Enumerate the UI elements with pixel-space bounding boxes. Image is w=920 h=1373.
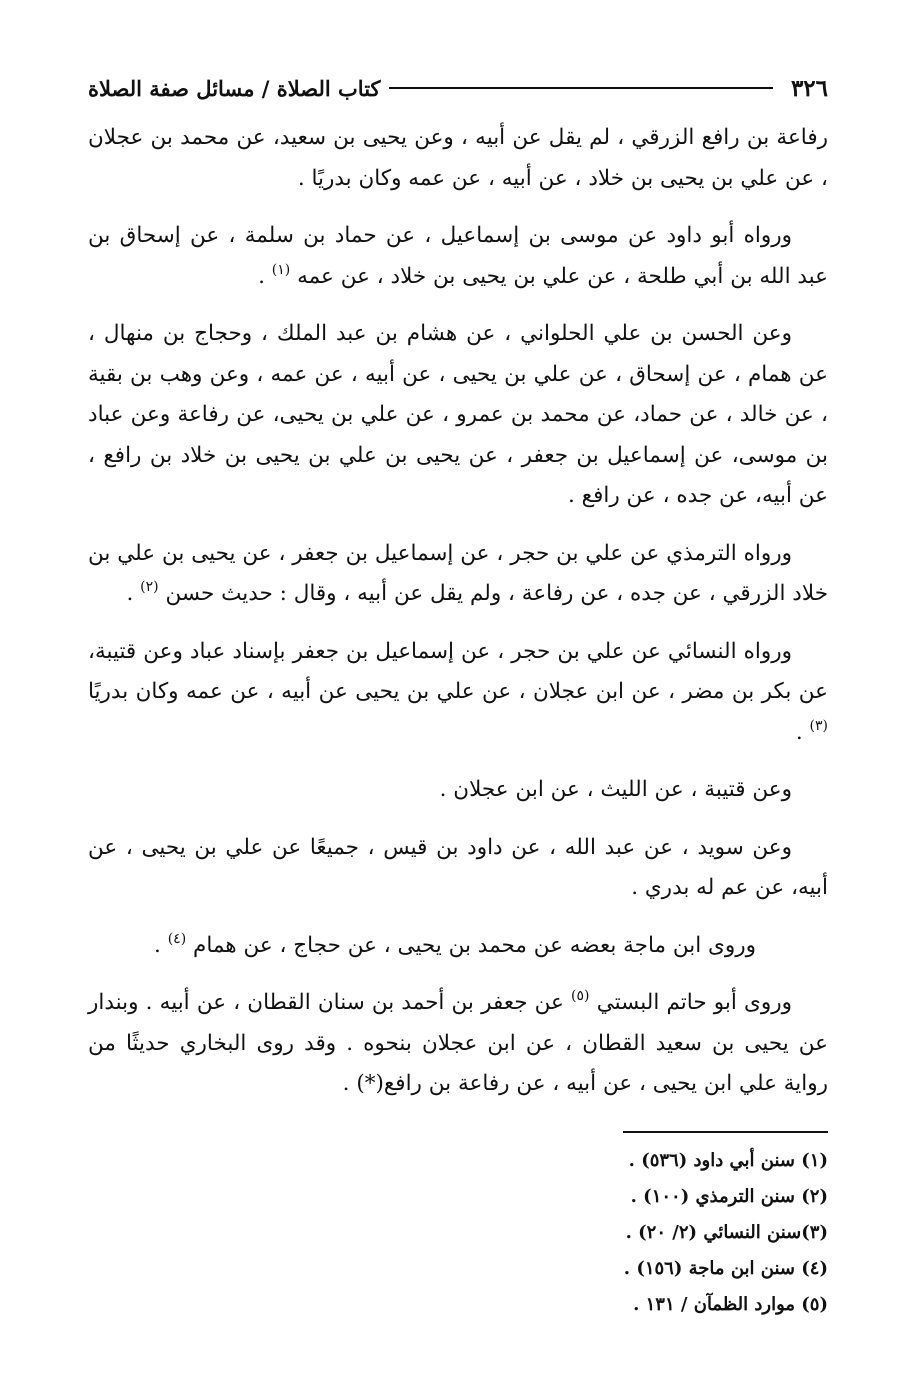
paragraph: [88, 926, 828, 967]
body-text: [88, 118, 828, 1105]
footnote-divider: [623, 1131, 828, 1133]
paragraph-tail: .: [154, 932, 161, 958]
paragraph-text: وروى ابن ماجة بعضه عن محمد بن يحيى ، عن حجاج ، عن همام: [193, 932, 756, 958]
paragraph-text: ورواه الترمذي عن علي بن حجر ، عن إسماعيل بن جعفر ، عن يحيى بن علي بن خلاد الزرقي ، عن جده ، عن رفاعة ، ولم يقل عن أبيه ، وقال : حديث حسن: [88, 540, 828, 606]
paragraph-text: رفاعة بن رافع الزرقي ، لم يقل عن أبيه ، وعن يحيى بن سعيد، عن محمد بن عجلان ، عن علي بن يحيى بن خلاد ، عن أبيه ، عن عمه وكان بدريًا .: [88, 125, 828, 191]
paragraph: [88, 314, 828, 517]
header-rule: [389, 87, 773, 89]
section-title: كتاب الصلاة / مسائل صفة الصلاة: [88, 75, 381, 101]
footnote-reference[interactable]: (١): [271, 261, 291, 278]
paragraph: [88, 770, 828, 811]
paragraph-tail: عن جعفر بن أحمد بن سنان القطان ، عن أبيه . وبندار عن يحيى بن سعيد القطان ، عن ابن عجلان بنحوه . وقد روى البخاري حديثًا من رواية علي ابن يحيى ، عن أبيه ، عن رفاعة بن رافع(*) .: [88, 990, 828, 1096]
paragraph-text: وعن الحسن بن علي الحلواني ، عن هشام بن عبد الملك ، وحجاج بن منهال ، عن همام ، عن إسحاق ، عن علي بن يحيى ، عن أبيه ، عن عمه ، وعن وهب بن بقية ، عن خالد ، عن حماد، عن محمد بن عمرو ، عن علي بن يحيى، عن رفاعة وعن عباد بن موسى، عن إسماعيل بن جعفر ، عن يحيى بن علي بن يحيى بن خلاد بن رافع ، عن أبيه، عن جده ، عن رافع .: [88, 321, 828, 508]
paragraph: [88, 828, 828, 909]
paragraph-text: وعن قتيبة ، عن الليث ، عن ابن عجلان .: [439, 777, 792, 802]
footnotes: [88, 1143, 828, 1323]
footnote-item: (٣)سنن النسائي (٢/ ٢٠) .: [625, 1221, 828, 1243]
paragraph-text: وروى أبو حاتم البستي: [596, 990, 793, 1015]
paragraph: [88, 534, 828, 615]
paragraph-tail: .: [795, 719, 803, 745]
paragraph-text: وعن سويد ، عن عبد الله ، عن داود بن قيس ، جميعًا عن علي بن يحيى ، عن أبيه، عن عم له بدري .: [88, 834, 828, 900]
footnote-item: (٥) موارد الظمآن / ١٣١ .: [633, 1293, 828, 1315]
paragraph: [88, 216, 828, 297]
footnote-reference[interactable]: (٣): [809, 717, 828, 734]
paragraph: [88, 983, 828, 1105]
paragraph: [88, 118, 828, 199]
footnote-reference[interactable]: (٤): [167, 930, 187, 947]
footnote-item: (٤) سنن ابن ماجة (١٥٦) .: [623, 1257, 828, 1279]
footnote-reference[interactable]: (٢): [140, 579, 159, 595]
footnote-item: (١) سنن أبي داود (٥٣٦) .: [628, 1149, 828, 1171]
paragraph-text: ورواه النسائي عن علي بن حجر ، عن إسماعيل بن جعفر بإسناد عباد وعن قتيبة، عن بكر بن مضر ، عن ابن عجلان ، عن علي بن يحيى عن أبيه ، عن عمه وكان بدريًا: [88, 638, 828, 704]
paragraph-tail: .: [258, 263, 265, 289]
paragraph: [88, 632, 828, 754]
paragraph-tail: .: [126, 581, 134, 606]
page-number: ٣٢٦: [790, 74, 828, 102]
footnote-item: (٢) سنن الترمذي (١٠٠) .: [630, 1185, 828, 1207]
paragraph-text: ورواه أبو داود عن موسى بن إسماعيل ، عن حماد بن سلمة ، عن إسحاق بن عبد الله بن أبي طلحة ، عن علي بن يحيى بن خلاد ، عن عمه: [88, 223, 828, 289]
book-page: [88, 68, 828, 1323]
footnote-reference[interactable]: (٥): [571, 988, 590, 1004]
running-head: [88, 68, 828, 108]
